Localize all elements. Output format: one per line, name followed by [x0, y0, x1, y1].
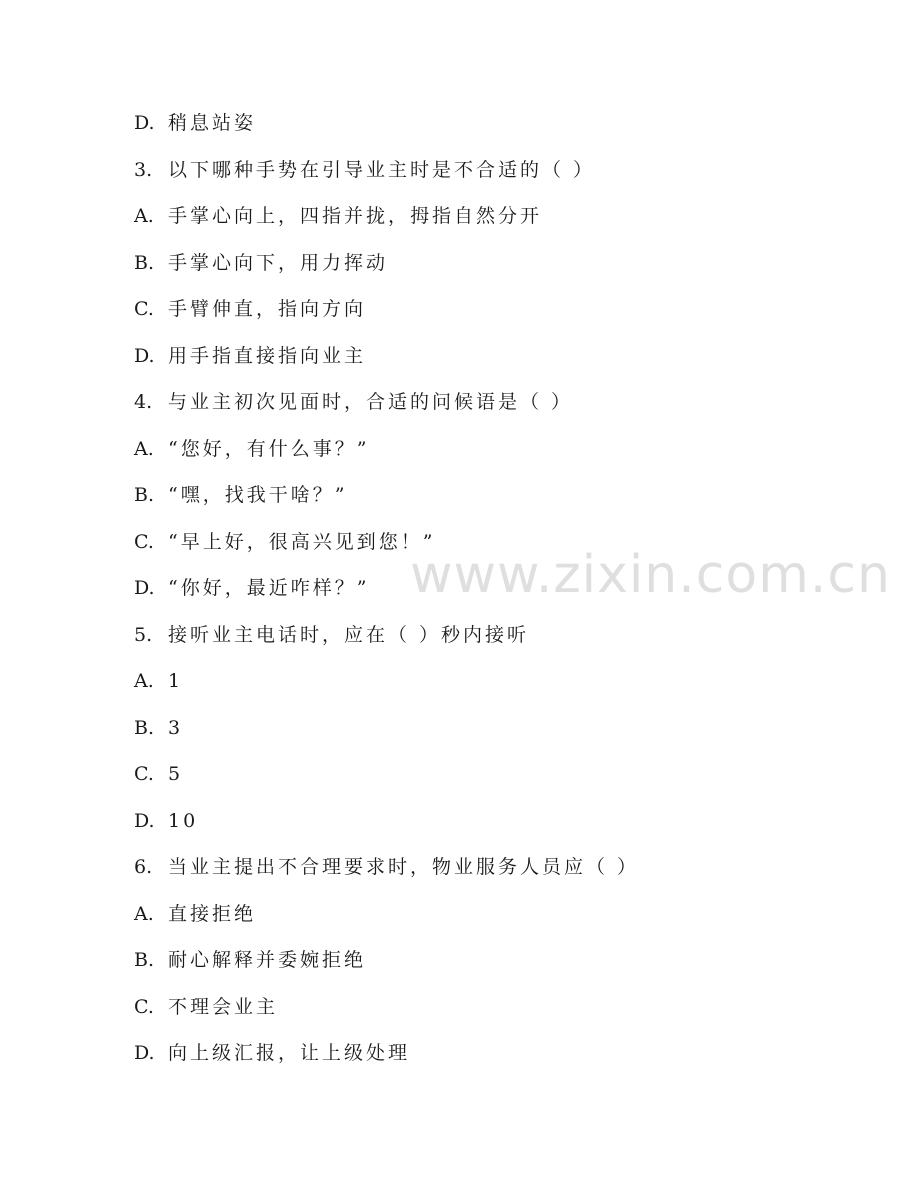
question-line — [134, 851, 834, 898]
question-line — [134, 386, 834, 433]
line-text: “您好，有什么事？” — [168, 437, 370, 460]
option-line — [134, 991, 834, 1038]
option-line — [134, 340, 834, 387]
line-label: C. — [134, 995, 154, 1018]
option-line — [134, 758, 834, 805]
option-line — [134, 1037, 834, 1084]
line-label: C. — [134, 763, 154, 785]
line-text: 5 — [168, 763, 184, 785]
option-line — [134, 944, 834, 991]
line-label: D. — [134, 112, 155, 134]
line-text: 耐心解释并委婉拒绝 — [168, 949, 367, 971]
line-text: 10 — [168, 809, 199, 832]
line-label: B. — [134, 484, 155, 506]
line-label: B. — [134, 716, 155, 739]
line-label: 3. — [134, 158, 153, 181]
line-label: 4. — [134, 391, 153, 413]
question-line — [134, 154, 834, 201]
line-text: 手掌心向上，四指并拢，拇指自然分开 — [168, 205, 543, 227]
line-text: “早上好，很高兴见到您！” — [168, 530, 436, 553]
line-text: 直接拒绝 — [168, 902, 257, 925]
option-line — [134, 247, 834, 294]
line-text: 不理会业主 — [168, 995, 279, 1018]
line-label: 5. — [134, 623, 153, 646]
line-label: B. — [134, 949, 155, 971]
option-line — [134, 200, 834, 247]
option-line — [134, 479, 834, 526]
option-line — [134, 898, 834, 945]
line-label: D. — [134, 344, 155, 367]
option-line — [134, 805, 834, 852]
line-label: A. — [134, 437, 154, 460]
option-line — [134, 433, 834, 480]
line-text: 1 — [168, 670, 184, 692]
line-text: “嘿，找我干啥？” — [168, 484, 348, 506]
line-text: 以下哪种手势在引导业主时是不合适的（ ） — [168, 158, 596, 181]
option-line — [134, 712, 834, 759]
line-text: 用手指直接指向业主 — [168, 344, 367, 367]
line-label: C. — [134, 298, 154, 320]
line-label: D. — [134, 1042, 155, 1064]
line-label: A. — [134, 902, 154, 925]
question-line — [134, 619, 834, 666]
line-text: 稍息站姿 — [168, 112, 257, 134]
line-text: 与业主初次见面时，合适的问候语是（ ） — [168, 391, 574, 413]
line-label: 6. — [134, 856, 153, 878]
option-line — [134, 665, 834, 712]
line-text: 手臂伸直，指向方向 — [168, 298, 367, 320]
option-line — [134, 107, 834, 154]
line-label: A. — [134, 670, 154, 692]
line-text: 接听业主电话时，应在（ ）秒内接听 — [168, 623, 530, 646]
line-text: 手掌心向下，用力挥动 — [168, 251, 389, 274]
line-label: D. — [134, 809, 155, 832]
line-text: 向上级汇报，让上级处理 — [168, 1042, 411, 1064]
line-label: D. — [134, 577, 155, 599]
line-label: A. — [134, 205, 154, 227]
line-text: 当业主提出不合理要求时，物业服务人员应（ ） — [168, 856, 640, 878]
line-label: C. — [134, 530, 154, 553]
option-line — [134, 293, 834, 340]
line-label: B. — [134, 251, 155, 274]
line-text: “你好，最近咋样？” — [168, 577, 370, 599]
line-text: 3 — [168, 716, 184, 739]
watermark: www.zixin.com.cn — [410, 545, 891, 605]
